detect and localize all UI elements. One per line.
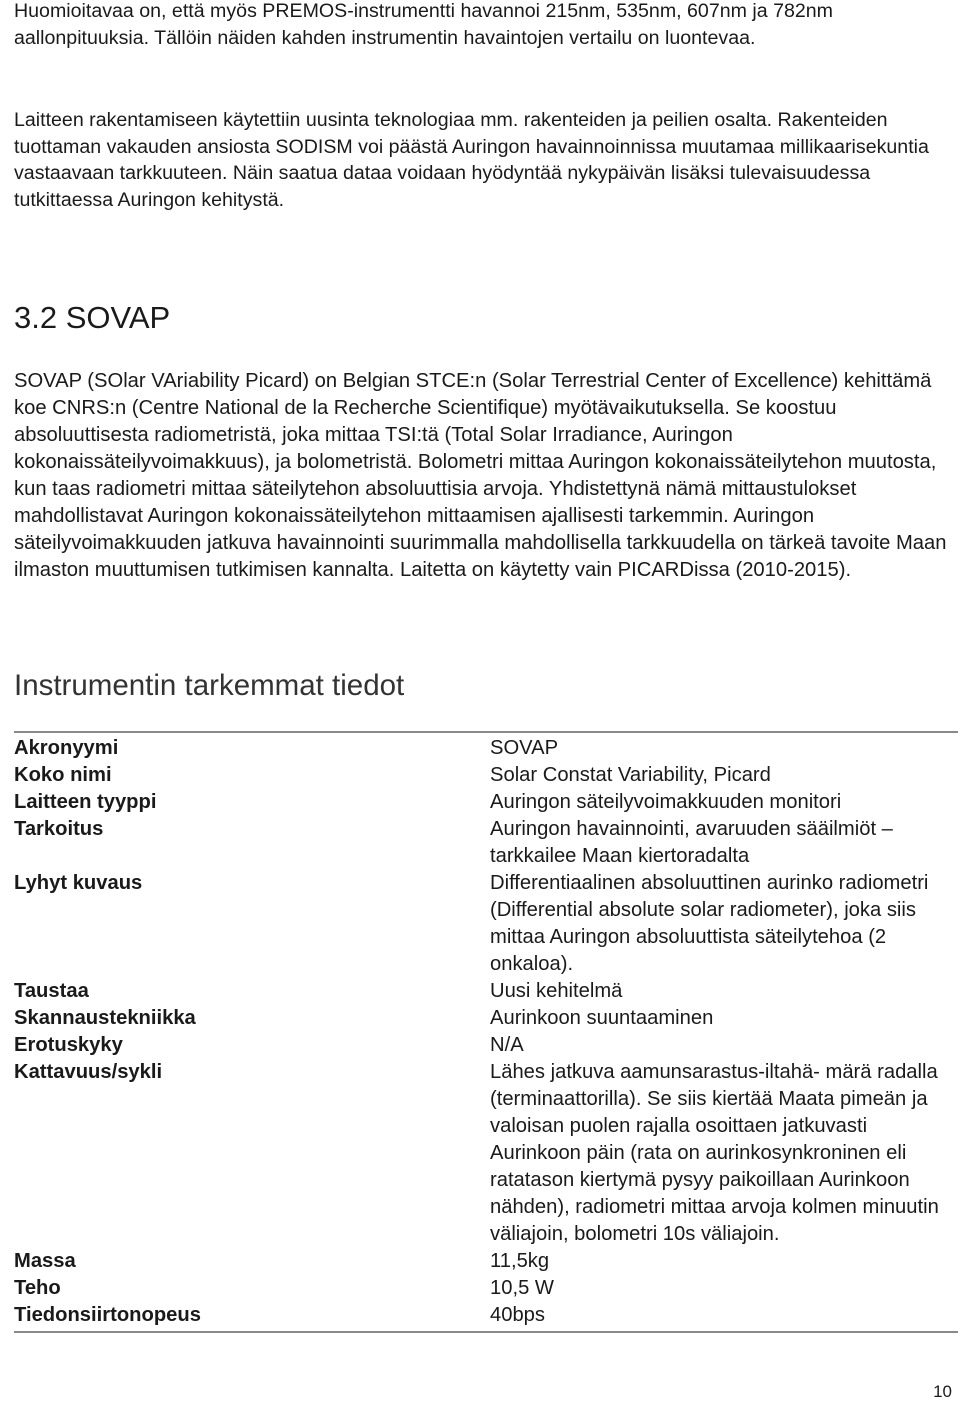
row-value: Auringon säteilyvoimakkuuden monitori: [490, 791, 842, 813]
row-label: Skannaustekniikka: [14, 1007, 196, 1029]
paragraph-sodism-construction: Laitteen rakentamiseen käytettiin uusinta teknologiaa mm. rakenteiden ja peilien osalta. Rakenteiden tuottaman vakauden ansiosta SODISM voi päästä Auringon havainnoinnissa muutamaa millikaarisekuntia vastaavaan tarkkuuteen. Näin saatua dataa voidaan hyödyntää nykypäivän lisäksi tulevaisuudessa tutkittaessa Auringon kehitystä.: [14, 109, 929, 211]
paragraph-sovap-description: SOVAP (SOlar VAriability Picard) on Belgian STCE:n (Solar Terrestrial Center of Excellence) kehittämä koe CNRS:n (Centre National de la Recherche Scientifique) myötävaikutuksella. Se koostuu absoluuttisesta radiometristä, joka mittaa TSI:tä (Total Solar Irradiance, Auringon kokonaissäteilyvoimakkuus), ja bolometristä. Bolometri mittaa Auringon kokonaissäteilytehon muutosta, kun taas radiometri mittaa säteilytehon absoluuttisia arvoja. Yhdistettynä nämä mittaustulokset mahdollistavat Auringon kokonaissäteilytehon mittaamisen ajallisesti tarkemmin. Auringon säteilyvoimakkuuden jatkuva havainnointi suurimmalla mahdollisella tarkkuudella on tärkeä tavoite Maan ilmaston muuttumisen tutkimisen kannalta. Laitetta on käytetty vain PICARDissa (2010-2015).: [14, 370, 947, 581]
table-row: [14, 1248, 958, 1275]
row-value: 11,5kg: [490, 1250, 550, 1272]
table-row: [14, 789, 958, 816]
instrument-details-table: [14, 731, 958, 1333]
row-value: N/A: [490, 1034, 524, 1056]
paragraph-premos: Huomioitavaa on, että myös PREMOS-instrumentti havannoi 215nm, 535nm, 607nm ja 782nm aallonpituuksia. Tällöin näiden kahden instrumentin havaintojen vertailu on luontevaa.: [14, 0, 833, 49]
table-row: [14, 1302, 958, 1332]
table-row: [14, 762, 958, 789]
row-value: Differentiaalinen absoluuttinen aurinko radiometri (Differential absolute solar radiometer), joka siis mittaa Auringon absoluuttista säteilytehoa (2 onkaloa).: [490, 872, 929, 975]
table-row: [14, 1032, 958, 1059]
table-row: [14, 816, 958, 870]
table-row: [14, 978, 958, 1005]
table-row: [14, 732, 958, 762]
details-heading: Instrumentin tarkemmat tiedot: [14, 669, 405, 702]
row-value: Aurinkoon suuntaaminen: [490, 1007, 714, 1029]
row-label: Akronyymi: [14, 732, 490, 762]
row-value: 10,5 W: [490, 1277, 554, 1299]
row-label: Laitteen tyyppi: [14, 791, 157, 813]
table-row: [14, 870, 958, 978]
row-label: Massa: [14, 1250, 76, 1272]
row-value: 40bps: [490, 1302, 958, 1332]
section-heading-sovap: 3.2 SOVAP: [14, 300, 171, 335]
row-value: Auringon havainnointi, avaruuden sääilmiöt – tarkkailee Maan kiertoradalta: [490, 818, 893, 867]
row-label: Tarkoitus: [14, 818, 104, 840]
table-row: [14, 1005, 958, 1032]
table-row: [14, 1275, 958, 1302]
row-value: SOVAP: [490, 732, 958, 762]
row-label: Kattavuus/sykli: [14, 1061, 163, 1083]
row-label: Taustaa: [14, 980, 89, 1002]
row-label: Teho: [14, 1277, 61, 1299]
page-number: 10: [933, 1382, 952, 1401]
table-row: [14, 1059, 958, 1248]
row-label: Tiedonsiirtonopeus: [14, 1302, 490, 1332]
row-value: Lähes jatkuva aamunsarastus-iltahä- märä radalla (terminaattorilla). Se siis kiertää Maata pimeän ja valoisan puolen rajalla osoittaen jatkuvasti Aurinkoon päin (rata on aurinkosynkroninen eli ratatason kiertymä pysyy paikoillaan Aurinkoon nähden), radiometri mittaa arvoja kolmen minuutin väliajoin, bolometri 10s väliajoin.: [490, 1061, 939, 1245]
row-label: Erotuskyky: [14, 1034, 123, 1056]
row-label: Lyhyt kuvaus: [14, 872, 143, 894]
row-value: Solar Constat Variability, Picard: [490, 764, 771, 786]
row-value: Uusi kehitelmä: [490, 980, 623, 1002]
row-label: Koko nimi: [14, 764, 112, 786]
